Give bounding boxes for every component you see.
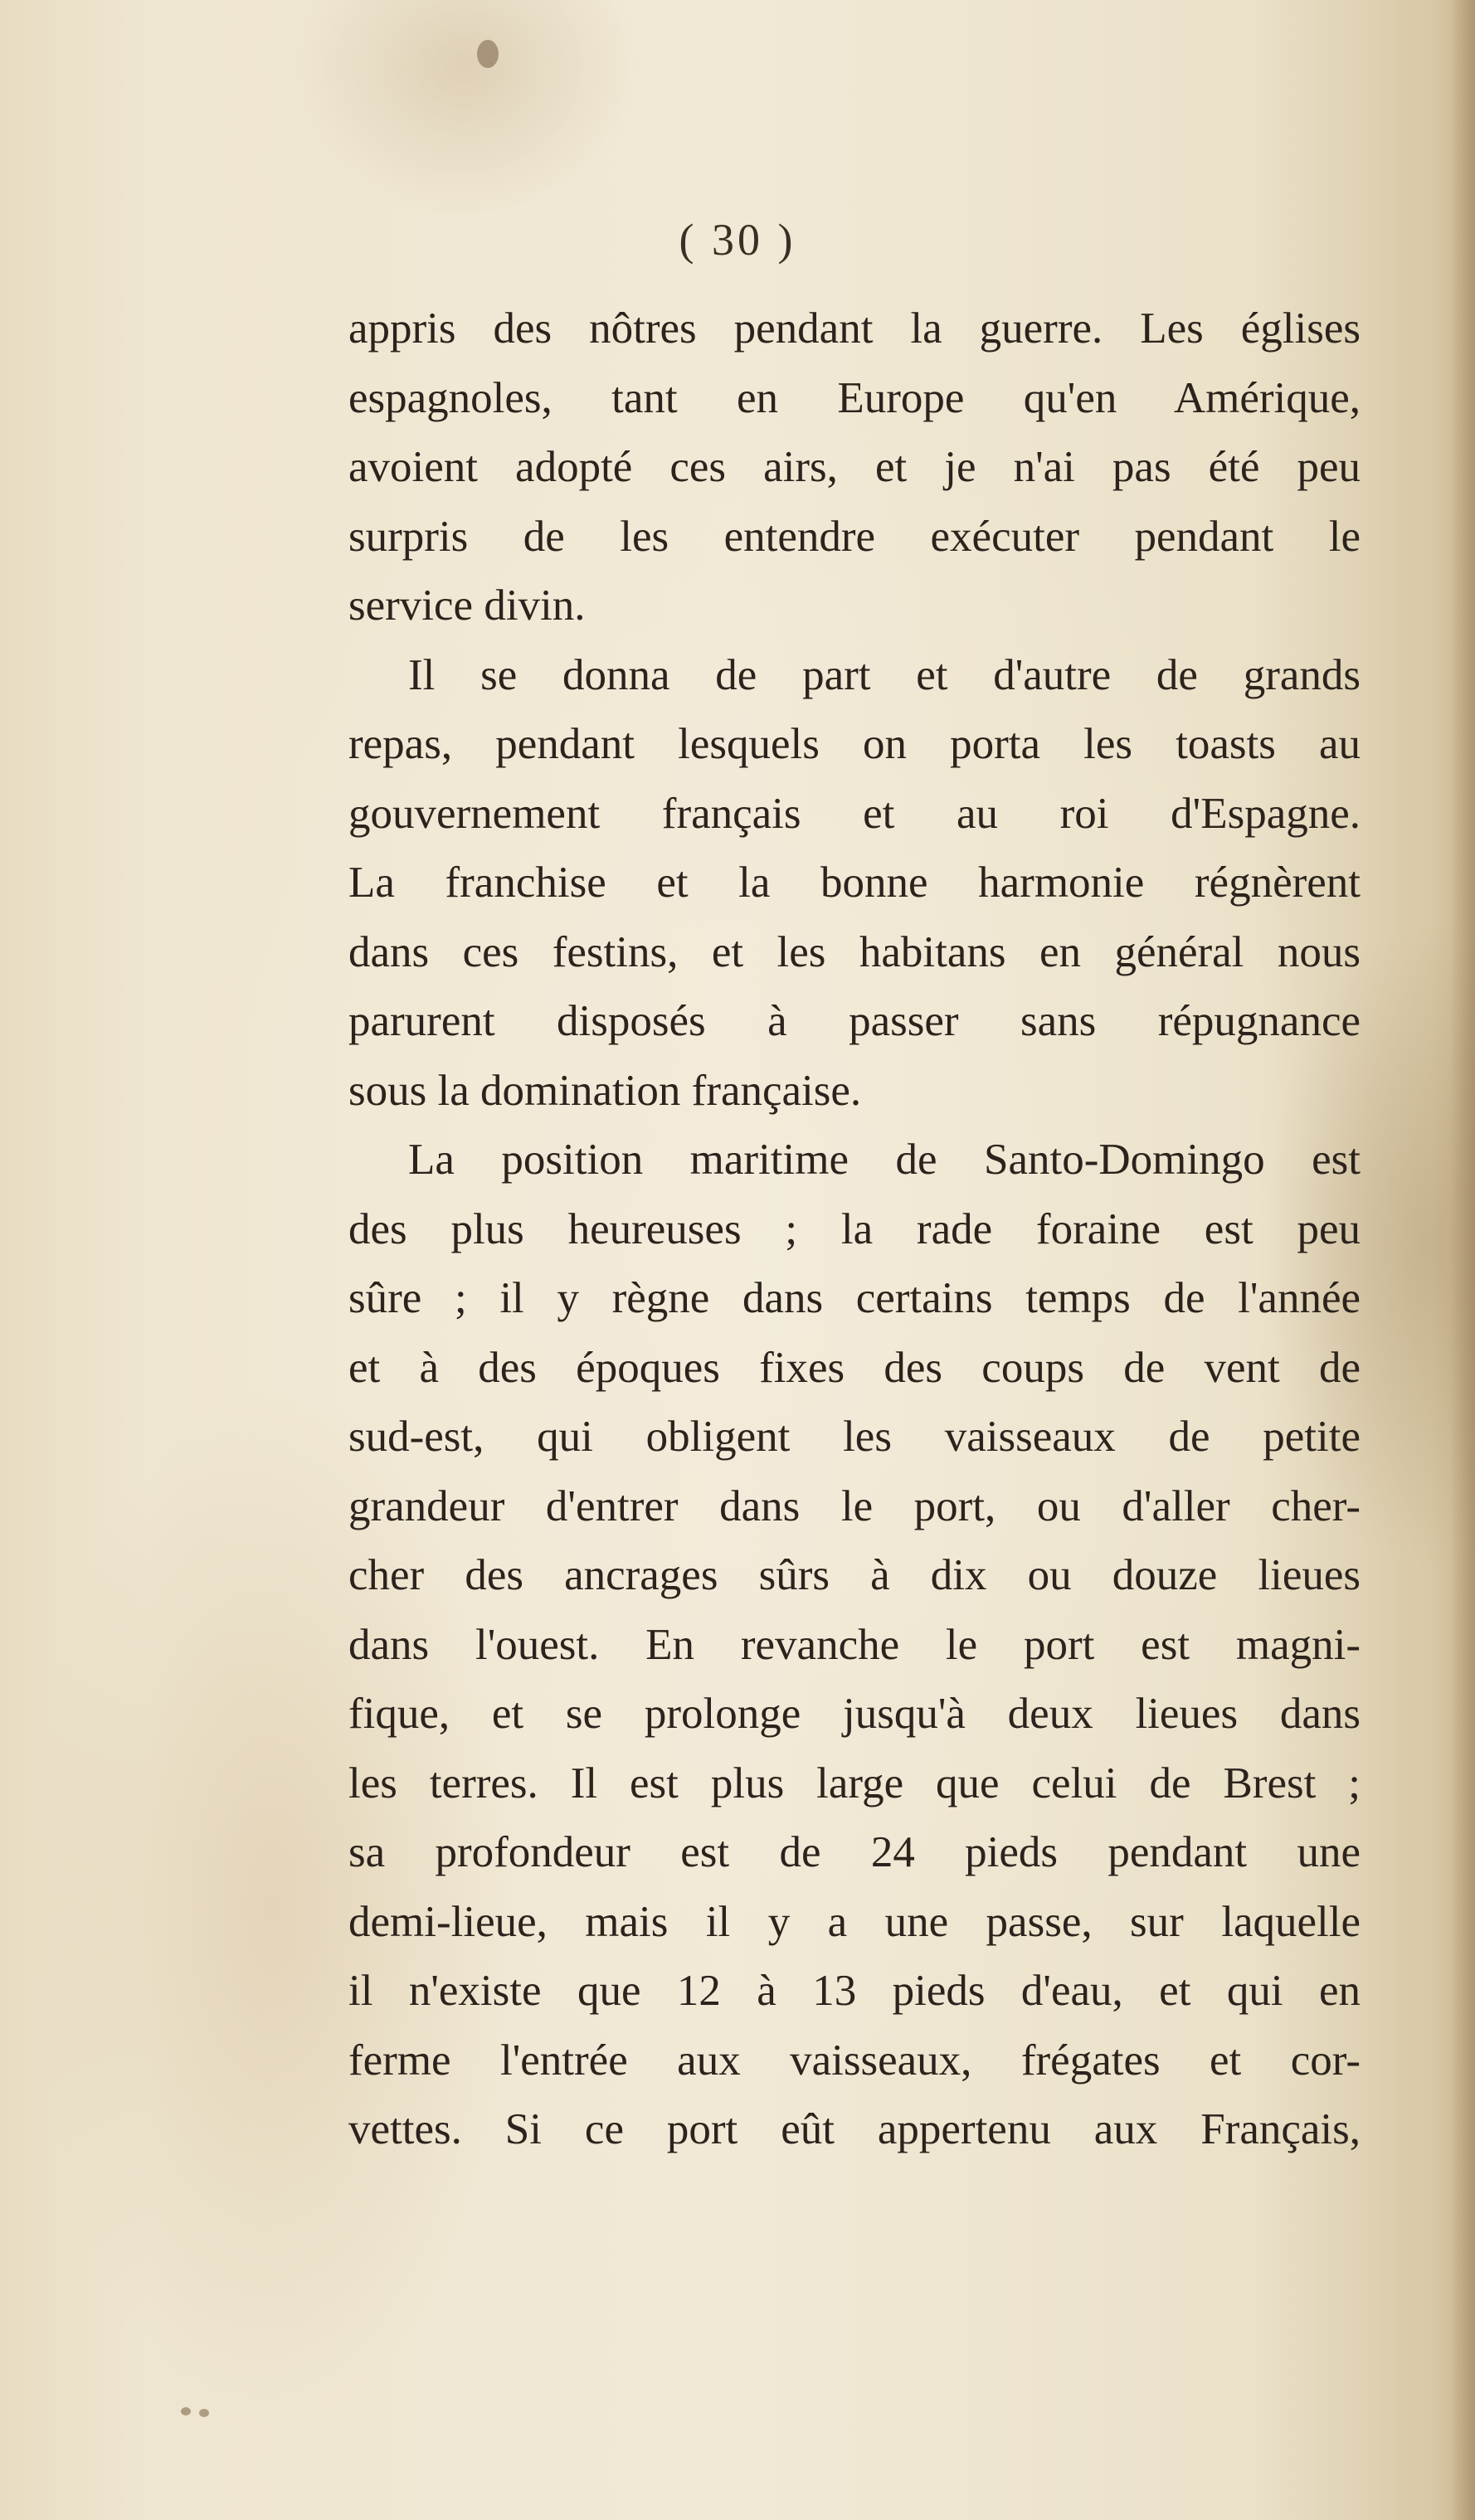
text-line: Il se donna de part et d'autre de grands bbox=[408, 650, 1361, 699]
text-line: dans ces festins, et les habitans en général nous bbox=[348, 927, 1361, 976]
text-line: des plus heureuses ; la rade foraine est peu bbox=[348, 1204, 1361, 1253]
page-number: ( 30 ) bbox=[679, 215, 796, 265]
text-line: sûre ; il y règne dans certains temps de l'année bbox=[348, 1274, 1361, 1322]
text-line: cher des ancrages sûrs à dix ou douze lieues bbox=[348, 1551, 1361, 1599]
text-line: sous la domination française. bbox=[348, 1066, 862, 1115]
text-line: demi-lieue, mais il y a une passe, sur laquelle bbox=[348, 1897, 1361, 1946]
body-text bbox=[348, 294, 1361, 2165]
ink-spot bbox=[199, 2409, 209, 2417]
text-line: ferme l'entrée aux vaisseaux, frégates et cor- bbox=[348, 2036, 1361, 2085]
text-line: appris des nôtres pendant la guerre. Les églises bbox=[348, 304, 1361, 353]
text-line: fique, et se prolonge jusqu'à deux lieues dans bbox=[348, 1690, 1361, 1738]
text-line: vettes. Si ce port eût appertenu aux Français, bbox=[348, 2105, 1361, 2153]
text-line: les terres. Il est plus large que celui de Brest ; bbox=[348, 1759, 1361, 1807]
text-line: espagnoles, tant en Europe qu'en Amérique, bbox=[348, 373, 1361, 422]
text-line: parurent disposés à passer sans répugnance bbox=[348, 997, 1361, 1045]
text-line: avoient adopté ces airs, et je n'ai pas été peu bbox=[348, 443, 1361, 491]
ink-spot bbox=[181, 2407, 191, 2415]
text-line: service divin. bbox=[348, 581, 586, 630]
text-line: dans l'ouest. En revanche le port est magni- bbox=[348, 1620, 1361, 1669]
text-line: La position maritime de Santo-Domingo est bbox=[408, 1136, 1361, 1184]
text-line: La franchise et la bonne harmonie régnèrent bbox=[348, 859, 1361, 907]
text-line: surpris de les entendre exécuter pendant le bbox=[348, 512, 1361, 561]
text-line: repas, pendant lesquels on porta les toasts au bbox=[348, 720, 1361, 768]
text-line: et à des époques fixes des coups de vent de bbox=[348, 1343, 1361, 1392]
text-line: grandeur d'entrer dans le port, ou d'aller cher- bbox=[348, 1481, 1361, 1530]
text-line: sud-est, qui obligent les vaisseaux de petite bbox=[348, 1413, 1361, 1461]
page-edge-shadow bbox=[1450, 0, 1475, 2520]
text-line: sa profondeur est de 24 pieds pendant une bbox=[348, 1828, 1361, 1876]
text-line: gouvernement français et au roi d'Espagne. bbox=[348, 789, 1361, 838]
ink-spot bbox=[477, 40, 499, 68]
text-line: il n'existe que 12 à 13 pieds d'eau, et qui en bbox=[348, 1967, 1361, 2015]
